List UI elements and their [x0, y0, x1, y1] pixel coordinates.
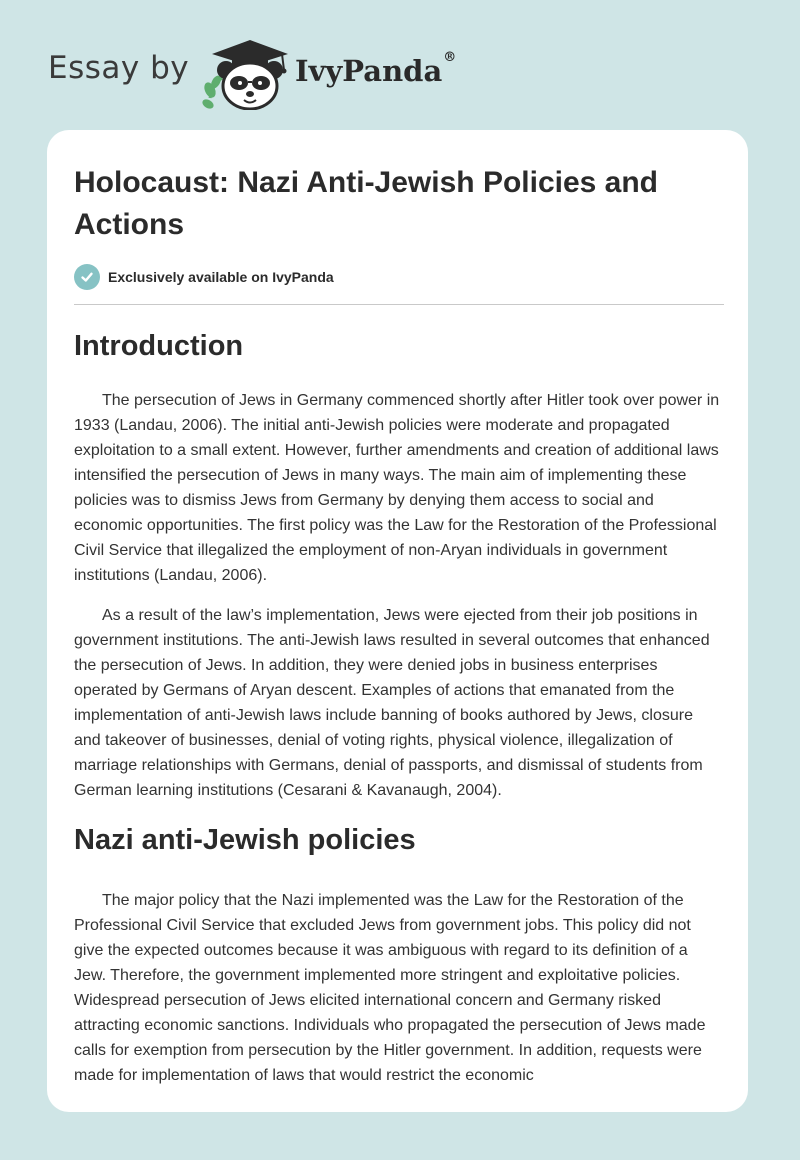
- panda-graduate-icon: [202, 38, 292, 110]
- divider: [74, 304, 724, 305]
- paragraph: As a result of the law’s implementation, Jews were ejected from their job positions in government institutions. The anti-Jewish laws resulted in several outcomes that enhanced the persecution of Jews. In addition, they were denied jobs in business enterprises operated by Germans of Aryan descent. Examples of actions that emanated from the implementation of anti-Jewish laws include banning of books authored by Jews, closure and takeover of businesses, denial of voting rights, physical violence, illegalization of marriage relationships with Germans, denial of passports, and dismissal of students from German learning institutions (Cesarani & Kavanaugh, 2004).: [74, 607, 710, 799]
- page-title: Holocaust: Nazi Anti-Jewish Policies and Actions: [74, 166, 659, 241]
- essay-by-label: Essay by: [48, 50, 190, 86]
- check-icon: [74, 264, 100, 290]
- ivypanda-logo-text: IvyPanda®: [295, 50, 457, 88]
- essay-content: [74, 162, 724, 1088]
- paragraph: The major policy that the Nazi implemented was the Law for the Restoration of the Professional Civil Service that excluded Jews from government jobs. This policy did not give the expected outcomes because it was ambiguous with regard to its definition of a Jew. Therefore, the government implemented more stringent and exploitative policies. Widespread persecution of Jews elicited international concern and Germany risked attracting economic sanctions. Individuals who propagated the persecution of Jews made calls for exemption from persecution by the Hitler government. In addition, requests were made for implementation of laws that would restrict the economic: [74, 892, 706, 1084]
- exclusive-badge: [74, 264, 724, 290]
- section-heading-nazi-policies: Nazi anti-Jewish policies: [74, 824, 416, 856]
- site-header: [48, 38, 508, 108]
- paragraph: The persecution of Jews in Germany commenced shortly after Hitler took over power in 1933 (Landau, 2006). The initial anti-Jewish policies were moderate and propagated exploitation to a small extent. However, further amendments and creation of additional laws intensified the persecution of Jews in many ways. The main aim of implementing these policies was to dismiss Jews from Germany by denying them access to social and economic opportunities. The first policy was the Law for the Restoration of the Professional Civil Service that illegalized the employment of non-Aryan individuals in government institutions (Landau, 2006).: [74, 392, 720, 584]
- section-heading-introduction: Introduction: [74, 330, 244, 362]
- essay-card: [47, 130, 748, 1112]
- exclusive-label: Exclusively available on IvyPanda: [108, 269, 334, 285]
